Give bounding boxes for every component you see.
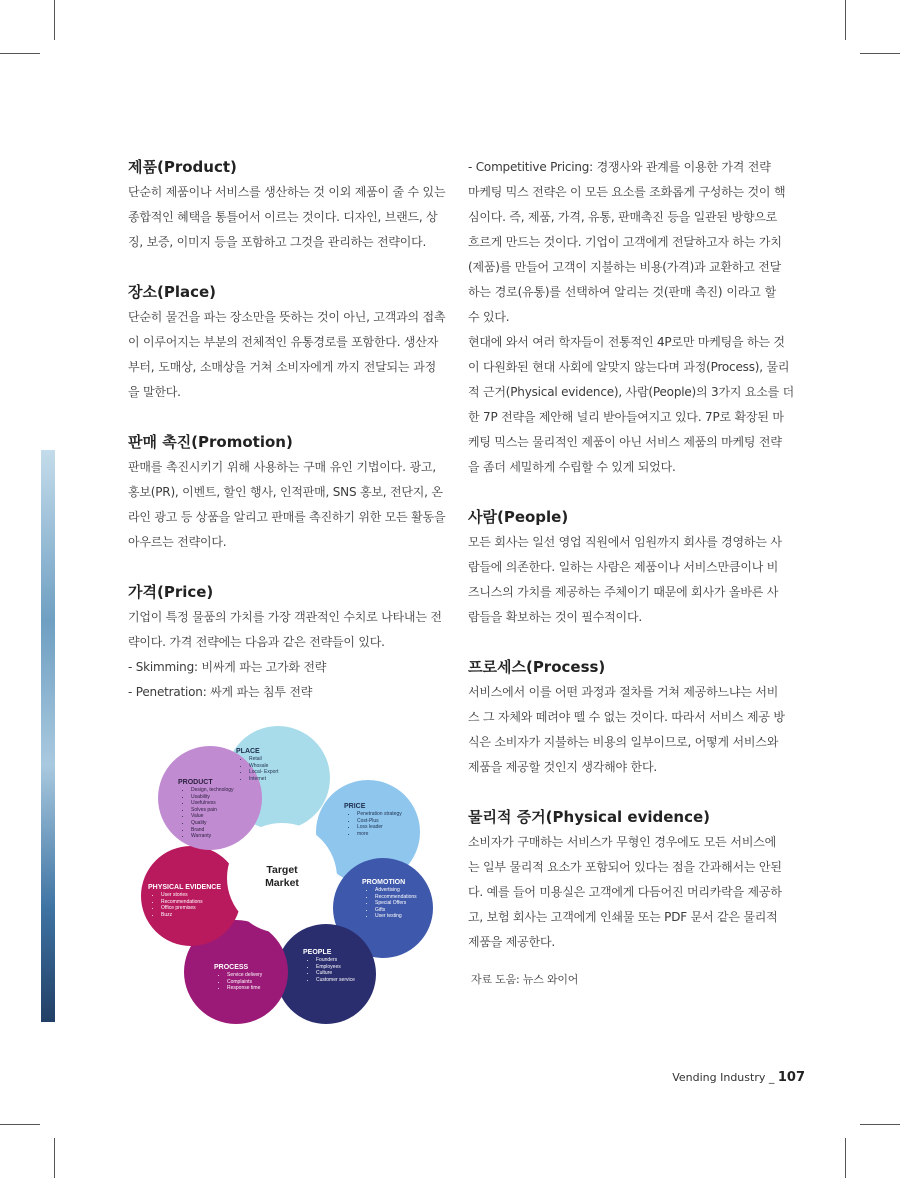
body-line: 스 그 자체와 떼려야 뗄 수 없는 것이다. 따라서 서비스 제공 방 <box>468 710 785 724</box>
diagram-petal-items <box>152 892 203 918</box>
diagram-petal-item: • Quality <box>191 820 234 827</box>
body-line: 단순히 물건을 파는 장소만을 뜻하는 것이 아닌, 고객과의 접촉 <box>128 310 446 324</box>
section-people <box>468 505 782 630</box>
section-title-promotion: 판매 촉진(Promotion) <box>128 433 293 451</box>
body-line: (제품)를 만들어 고객이 지불하는 비용(가격)과 교환하고 전달 <box>468 260 782 274</box>
body-line: 단순히 제품이나 서비스를 생산하는 것 이외 제품이 줄 수 있는 <box>128 185 446 199</box>
body-line: 이 다원화된 현대 사회에 알맞지 않는다며 과정(Process), 물리 <box>468 360 790 374</box>
crop-mark <box>0 1124 40 1125</box>
section-title-physical-evidence: 물리적 증거(Physical evidence) <box>468 808 711 826</box>
body-line: 기업이 특정 물품의 가치를 가장 객관적인 수치로 나타내는 전 <box>128 610 442 624</box>
diagram-petal-item: • Internet <box>249 776 278 783</box>
body-line: 제품을 제공할 것인지 생각해야 한다. <box>468 760 657 774</box>
body-line: 다. 예를 들어 미용실은 고객에게 다듬어진 머리카락을 제공하 <box>468 885 782 899</box>
diagram-petal-item: • Warranty <box>191 833 234 840</box>
magazine-name: Vending Industry _ <box>672 1071 775 1084</box>
body-line: 적 근거(Physical evidence), 사람(People)의 3가지 요소를 더 <box>468 385 795 399</box>
diagram-petal-item: • Service delivery <box>227 972 262 979</box>
diagram-petal-item: • User stories <box>161 892 203 899</box>
diagram-petal-item: • Local- Export <box>249 769 278 776</box>
diagram-petal-item: • Penetration strategy <box>357 811 402 818</box>
crop-mark <box>54 1138 55 1178</box>
diagram-petal-item: • more <box>357 831 402 838</box>
diagram-petal-title: PHYSICAL EVIDENCE <box>148 884 221 891</box>
body-line: 람들에 의존한다. 일하는 사람은 제품이나 서비스만큼이나 비 <box>468 560 779 574</box>
diagram-petal-items <box>348 811 402 837</box>
section-title-process: 프로세스(Process) <box>468 658 606 676</box>
page-number: 107 <box>777 1070 805 1085</box>
diagram-petal-item: • Loss leader <box>357 824 402 831</box>
body-line: 케팅 믹스는 물리적인 제품이 아닌 서비스 제품의 마케팅 전략 <box>468 435 782 449</box>
diagram-petal-title: PEOPLE <box>303 949 332 956</box>
diagram-petal-item: • Brand <box>191 827 234 834</box>
section-place <box>128 280 446 405</box>
diagram-petal-item: • Response time <box>227 985 262 992</box>
price-strategy-penetration: - Penetration: 싸게 파는 침투 전략 <box>128 685 313 699</box>
diagram-center-label: Target Market <box>265 864 299 889</box>
section-title-price: 가격(Price) <box>128 583 214 601</box>
body-line: 모든 회사는 일선 영업 직원에서 임원까지 회사를 경영하는 사 <box>468 535 782 549</box>
body-line: 람들을 확보하는 것이 필수적이다. <box>468 610 642 624</box>
body-line: 부터, 도매상, 소매상을 거쳐 소비자에게 까지 전달되는 과정 <box>128 360 436 374</box>
diagram-petal-item: • Complaints <box>227 979 262 986</box>
section-title-product: 제품(Product) <box>128 158 237 176</box>
diagram-petal-item: • Cost-Plus <box>357 818 402 825</box>
body-line: 현대에 와서 여러 학자들이 전통적인 4P로만 마케팅을 하는 것 <box>468 335 785 349</box>
diagram-petal-item: • Solves pain <box>191 807 234 814</box>
body-line: 을 좀더 세밀하게 수립할 수 있게 되었다. <box>468 460 676 474</box>
section-product <box>128 155 446 255</box>
diagram-petal-item: • Founders <box>316 957 355 964</box>
section-title-people: 사람(People) <box>468 508 569 526</box>
section-promotion <box>128 430 446 555</box>
body-line: 이 이루어지는 부분의 전체적인 유통경로를 포함한다. 생산자 <box>128 335 439 349</box>
diagram-petal-title: PLACE <box>236 748 260 755</box>
diagram-petal-item: • Value <box>191 813 234 820</box>
diagram-petal-items <box>218 972 262 992</box>
diagram-petal-title: PROCESS <box>214 964 249 971</box>
body-line: 흐르게 만드는 것이다. 기업이 고객에게 전달하고자 하는 가치 <box>468 235 782 249</box>
crop-mark <box>845 1138 846 1178</box>
section-marketing-mix <box>468 155 795 480</box>
diagram-petal-item: • Usefulness <box>191 800 234 807</box>
diagram-petal-item: • Advertising <box>375 887 417 894</box>
body-line: 고, 보험 회사는 고객에게 인쇄물 또는 PDF 문서 같은 물리적 <box>468 910 778 924</box>
body-line: 아우르는 전략이다. <box>128 535 227 549</box>
price-strategy-competitive: - Competitive Pricing: 경쟁사와 관계를 이용한 가격 전략 <box>468 160 771 174</box>
diagram-petal-item: • Retail <box>249 756 278 763</box>
diagram-petal-title: PROMOTION <box>362 879 406 886</box>
section-process <box>468 655 785 780</box>
body-line: 징, 보증, 이미지 등을 포함하고 그것을 관리하는 전략이다. <box>128 235 427 249</box>
body-line: 소비자가 구매하는 서비스가 무형인 경우에도 모든 서비스에 <box>468 835 776 849</box>
body-line: 홍보(PR), 이벤트, 할인 행사, 인적판매, SNS 홍보, 전단지, 온 <box>128 485 443 499</box>
diagram-petal-item: • Recommendations <box>161 899 203 906</box>
diagram-petal-item: • Culture <box>316 970 355 977</box>
diagram-petal-items <box>307 957 355 983</box>
section-physical-evidence <box>468 805 782 955</box>
right-column <box>468 155 795 992</box>
diagram-petal-item: • User testing <box>375 913 417 920</box>
left-column <box>128 155 446 705</box>
crop-mark <box>845 0 846 40</box>
decorative-side-strip <box>41 450 55 1022</box>
diagram-petal-items <box>366 887 417 920</box>
marketing-mix-7p-diagram <box>128 720 440 1030</box>
crop-mark <box>0 53 40 54</box>
source-credit: 자료 도움: 뉴스 와이어 <box>471 973 579 986</box>
body-line: 판매를 촉진시키기 위해 사용하는 구매 유인 기법이다. 광고, <box>128 460 436 474</box>
body-line: 심이다. 즉, 제품, 가격, 유통, 판매촉진 등을 일관된 방향으로 <box>468 210 778 224</box>
crop-mark <box>860 1124 900 1125</box>
diagram-petal-item: • Design, technology <box>191 787 234 794</box>
diagram-petal-item: • Whosale <box>249 763 278 770</box>
crop-mark <box>860 53 900 54</box>
body-line: 는 일부 물리적 요소가 포함되어 있다는 점을 간과해서는 안된 <box>468 860 782 874</box>
body-line: 마케팅 믹스 전략은 이 모든 요소를 조화롭게 구성하는 것이 핵 <box>468 185 786 199</box>
diagram-petal-item: • Employees <box>316 964 355 971</box>
diagram-petal-items <box>240 756 278 782</box>
body-line: 을 말한다. <box>128 385 181 399</box>
body-line: 하는 경로(유통)를 선택하여 알리는 것(판매 촉진) 이라고 할 <box>468 285 776 299</box>
body-line: 제품을 제공한다. <box>468 935 555 949</box>
price-strategy-skimming: - Skimming: 비싸게 파는 고가화 전략 <box>128 660 327 674</box>
diagram-petal-item: • Recommendations <box>375 894 417 901</box>
body-line: 수 있다. <box>468 310 510 324</box>
crop-mark <box>54 0 55 40</box>
diagram-petal-items <box>182 787 234 840</box>
body-line: 종합적인 혜택을 통틀어서 이르는 것이다. 디자인, 브랜드, 상 <box>128 210 438 224</box>
body-line: 라인 광고 등 상품을 알리고 판매를 촉진하기 위한 모든 활동을 <box>128 510 446 524</box>
body-line: 즈니스의 가치를 제공하는 주체이기 때문에 회사가 올바른 사 <box>468 585 779 599</box>
body-line: 서비스에서 이를 어떤 과정과 절차를 거쳐 제공하느냐는 서비 <box>468 685 779 699</box>
body-line: 한 7P 전략을 제안해 널리 받아들여지고 있다. 7P로 확장된 마 <box>468 410 784 424</box>
diagram-petal-item: • Gifts <box>375 907 417 914</box>
diagram-petal-item: • Customer service <box>316 977 355 984</box>
section-title-place: 장소(Place) <box>128 283 217 301</box>
page-footer <box>672 1070 805 1085</box>
body-line: 식은 소비자가 지불하는 비용의 일부이므로, 어떻게 서비스와 <box>468 735 779 749</box>
diagram-petal-item: • Office premises <box>161 905 203 912</box>
body-line: 략이다. 가격 전략에는 다음과 같은 전략들이 있다. <box>128 635 385 649</box>
diagram-petal-item: • Buzz <box>161 912 203 919</box>
diagram-petal-item: • Special Offers <box>375 900 417 907</box>
section-price <box>128 580 442 705</box>
diagram-petal-title: PRICE <box>344 803 366 810</box>
diagram-petal-item: • Usability <box>191 794 234 801</box>
diagram-petal-title: PRODUCT <box>178 779 213 786</box>
